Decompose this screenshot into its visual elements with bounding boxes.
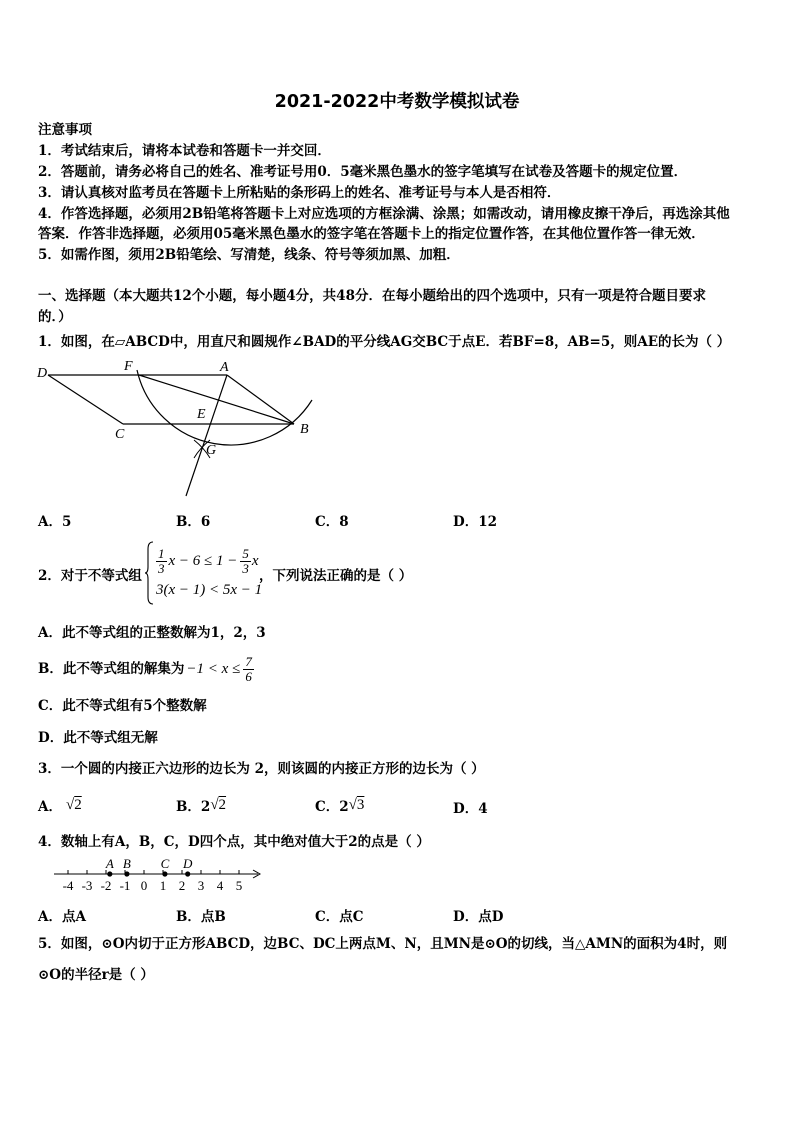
number-line-point-label: D [183,856,193,871]
q3-option-a-radicand: 2 [74,796,82,813]
sqrt-icon: √2 [210,796,227,813]
q1-figure [34,358,324,500]
number-line-tick-label: 3 [197,878,205,893]
q2-frac2-den: 3 [242,560,249,576]
q4-option-d[interactable]: D．点D [453,909,504,925]
q2-option-d[interactable]: D．此不等式组无解 [38,730,158,746]
q3-option-b[interactable] [176,794,226,816]
brace-icon [144,541,154,605]
q4-option-c[interactable]: C．点C [315,909,364,925]
number-line-point-label: A [105,856,114,871]
number-line-tick-label: 2 [178,878,186,893]
number-line-tick-label: -2 [100,878,112,893]
q2-frac1-den: 3 [158,560,165,576]
q4-option-a[interactable]: A．点A [38,909,86,925]
number-line-tick-label: 1 [159,878,167,893]
q2-option-b[interactable] [38,650,254,688]
q2-option-b-num: 7 [245,653,252,669]
q5-stem-cont: ⊙O的半径r是（ ） [38,967,154,983]
label-A: A [220,360,229,375]
number-line-tick-label: 5 [235,878,243,893]
number-line-tick-label: -3 [81,878,93,893]
section-heading-cont: 的．） [38,309,72,325]
q2-option-a[interactable]: A．此不等式组的正整数解为1，2，3 [38,625,266,641]
q4-stem: 4．数轴上有A，B，C，D四个点，其中绝对值大于2的点是（ ） [38,834,430,850]
notice-item-3: 3．请认真核对监考员在答题卡上所粘贴的条形码上的姓名、准考证号与本人是否相符． [38,185,561,201]
q3-option-a-label: A． [38,799,62,815]
number-line-tick-label: 0 [140,878,148,893]
number-line-point-label: C [160,856,170,871]
number-line-point-label: B [122,856,131,871]
number-line-tick-label: -1 [119,878,131,893]
q1-option-b[interactable]: B．6 [176,514,211,530]
q3-option-d[interactable]: D．4 [453,801,488,817]
q2-frac2-num: 5 [242,545,249,561]
q2-option-b-math: −1 < x ≤ [186,660,241,677]
q2-suffix: ，下列说法正确的是（ ） [259,568,413,584]
q1-stem: 1．如图，在▱ABCD中，用直尺和圆规作∠BAD的平分线AG交BC于点E．若BF=8，AB=5，则AE的长为（ ） [38,334,731,350]
q4-number-line [50,854,265,896]
label-C: C [115,427,125,442]
q2-prefix: 2．对于不等式组 [38,568,142,584]
q2-frac1-num: 1 [158,545,165,561]
label-E: E [197,407,206,422]
q2-ineq1-end: x [251,552,259,569]
number-line-point-B [124,871,129,876]
number-line-point-C [162,871,167,876]
q2-option-c[interactable]: C．此不等式组有5个整数解 [38,698,207,714]
number-line-tick-label: 4 [216,878,224,893]
q1-option-c[interactable]: C．8 [315,514,349,530]
notice-item-4-cont: 答案．作答非选择题，必须用05毫米黑色墨水的签字笔在答题卡上的指定位置作答，在其他位置作答一律无效． [38,226,705,242]
notice-item-5: 5．如需作图，须用2B铅笔绘、写清楚，线条、符号等须加黑、加粗． [38,247,460,263]
number-line-point-D [185,871,190,876]
notice-item-4: 4．作答选择题，必须用2B铅笔将答题卡上对应选项的方框涂满、涂黑；如需改动，请用橡皮擦干净后，再选涂其他 [38,206,730,222]
q2-system [144,540,262,606]
section-heading: 一、选择题（本大题共12个小题，每小题4分，共48分．在每小题给出的四个选项中，只有一项是符合题目要求 [38,288,706,304]
label-D: D [37,366,48,381]
q3-stem: 3．一个圆的内接正六边形的边长为 2，则该圆的内接正方形的边长为（ ） [38,761,485,777]
q3-option-a[interactable] [38,794,82,816]
q2-ineq2: 3(x − 1) < 5x − 1 [156,582,263,598]
q5-stem: 5．如图，⊙O内切于正方形ABCD，边BC、DC上两点M、N，且MN是⊙O的切线，当△AMN的面积为4时，则 [38,936,728,952]
label-G: G [206,443,217,458]
q3-option-b-radicand: 2 [218,796,227,813]
q3-option-c[interactable] [315,794,364,816]
q2-ineq1-mid: x − 6 ≤ 1 − [168,552,238,569]
q3-option-b-label: B．2 [176,799,211,815]
q1-option-a[interactable]: A．5 [38,514,72,530]
sqrt-icon: √2 [65,796,82,813]
sqrt-icon: √3 [348,796,365,813]
q1-option-d[interactable]: D．12 [453,514,497,530]
number-line-tick-label: -4 [62,878,74,893]
q2-option-b-text: B．此不等式组的解集为 [38,661,185,677]
q3-option-c-label: C．2 [315,799,349,815]
label-B: B [300,422,309,437]
q3-option-c-radicand: 3 [356,796,365,813]
q4-option-b[interactable]: B．点B [176,909,226,925]
page-title: 2021-2022中考数学模拟试卷 [274,92,520,112]
notice-item-1: 1．考试结束后，请将本试卷和答题卡一并交回． [38,143,331,159]
notice-heading: 注意事项 [38,122,92,138]
q2-option-b-den: 6 [245,668,252,684]
notice-item-2: 2．答题前，请务必将自己的姓名、准考证号用0．5毫米黑色墨水的签字笔填写在试卷及答题卡的规定位置． [38,164,688,180]
number-line-point-A [107,871,112,876]
label-F: F [124,359,133,374]
